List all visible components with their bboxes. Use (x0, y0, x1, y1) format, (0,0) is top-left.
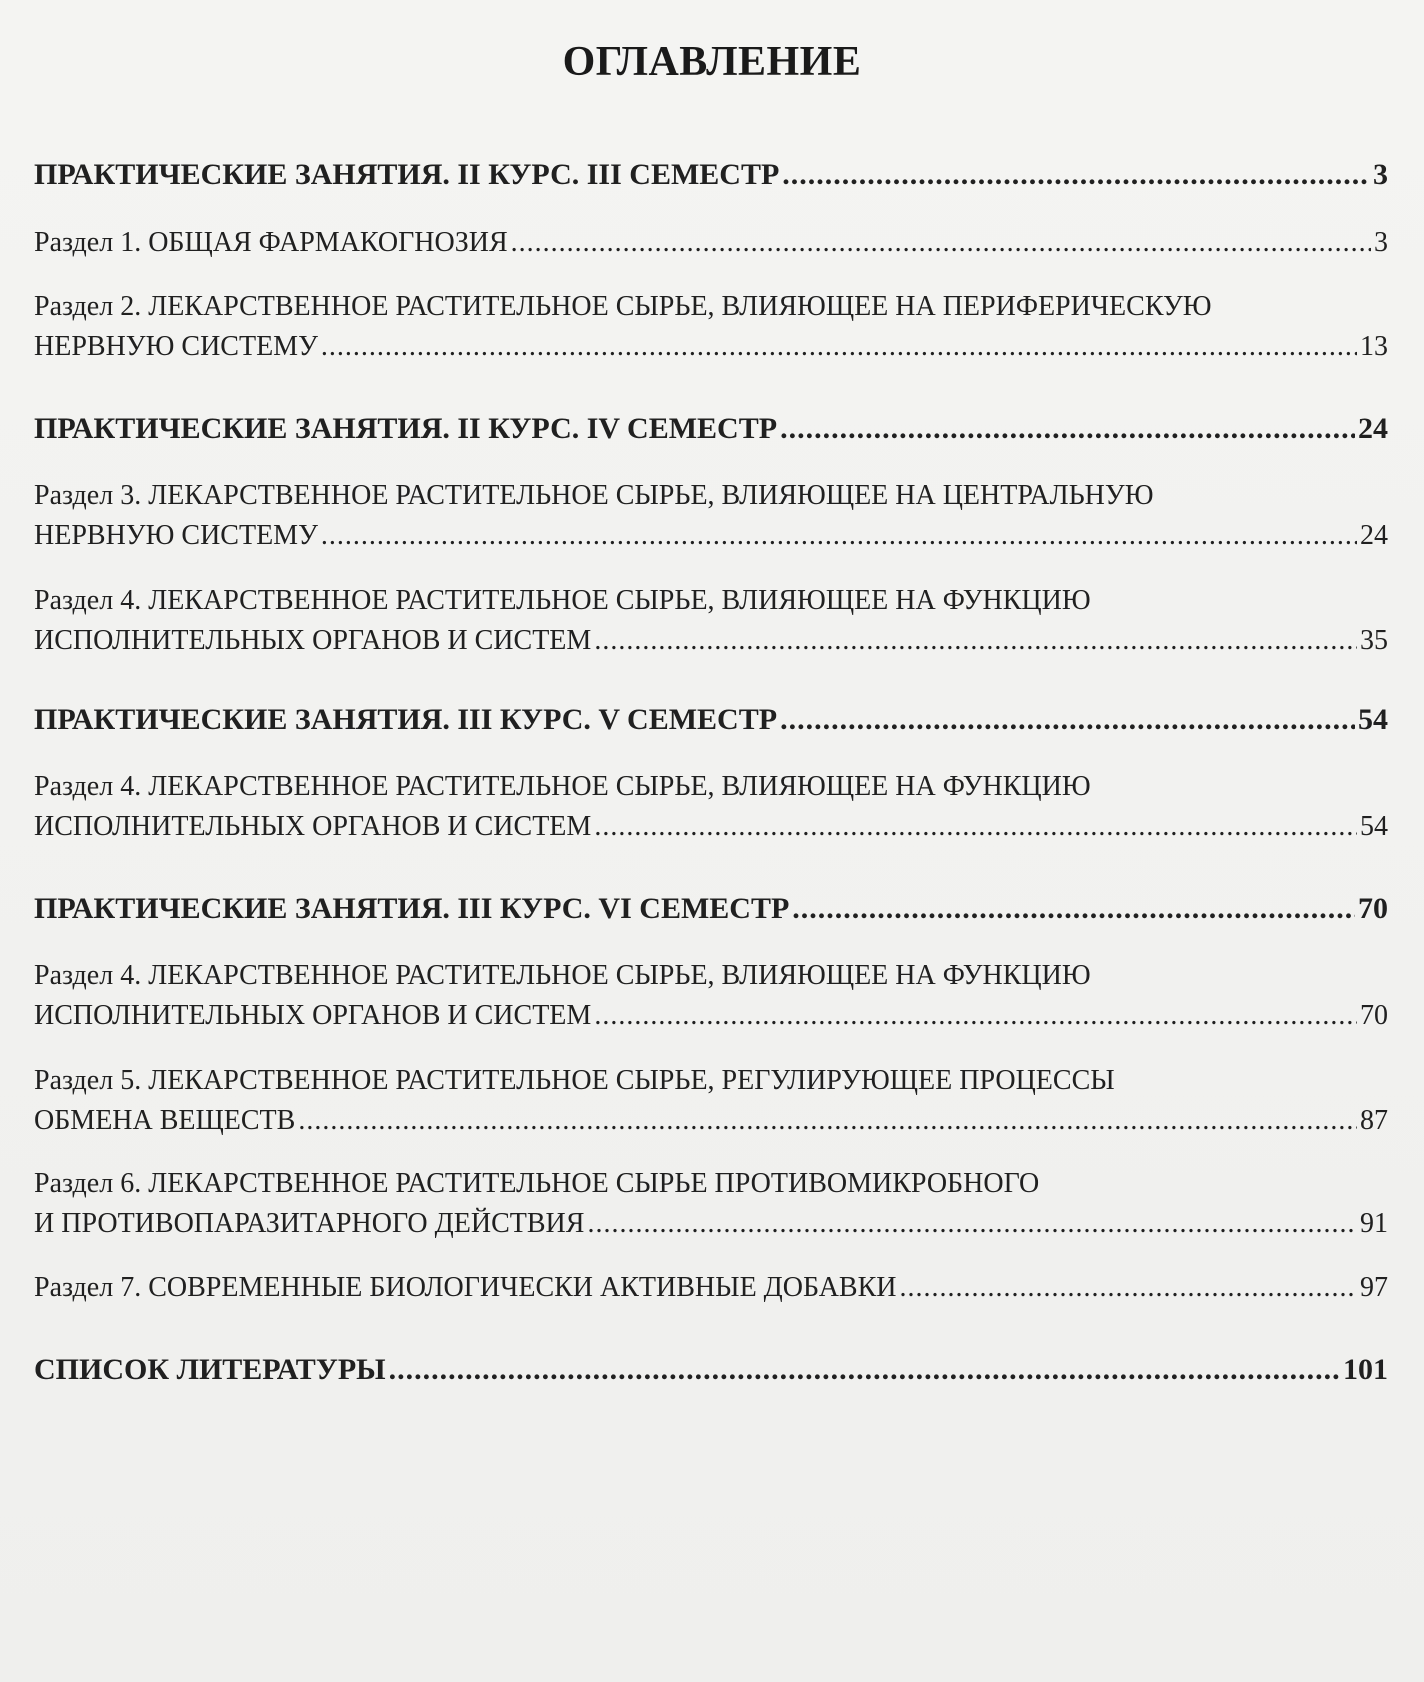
toc-entry-text: Раздел 4. ЛЕКАРСТВЕННОЕ РАСТИТЕЛЬНОЕ СЫРЬЕ, ВЛИЯЮЩЕЕ НА ФУНКЦИЮ (34, 960, 1091, 991)
toc-entry-text: Раздел 3. ЛЕКАРСТВЕННОЕ РАСТИТЕЛЬНОЕ СЫРЬЕ, ВЛИЯЮЩЕЕ НА ЦЕНТРАЛЬНУЮ (34, 480, 1154, 511)
toc-entry-text: Раздел 1. ОБЩАЯ ФАРМАКОГНОЗИЯ (34, 227, 508, 258)
dot-leader (594, 807, 1357, 847)
page-number: 101 (1343, 1353, 1388, 1386)
toc-entry-major[interactable] (34, 700, 1388, 740)
toc-entry-line (34, 996, 1388, 1036)
toc-entry-line (34, 223, 1388, 263)
page-number: 3 (1374, 227, 1388, 258)
dot-leader (594, 996, 1357, 1036)
dot-leader (594, 621, 1357, 661)
toc-entry-text: ПРАКТИЧЕСКИЕ ЗАНЯТИЯ. III КУРС. VI СЕМЕСТР (34, 892, 790, 925)
toc-entry-text: Раздел 4. ЛЕКАРСТВЕННОЕ РАСТИТЕЛЬНОЕ СЫРЬЕ, ВЛИЯЮЩЕЕ НА ФУНКЦИЮ (34, 585, 1091, 616)
dot-leader (511, 223, 1371, 263)
dot-leader (298, 1101, 1357, 1141)
toc-entry-line (34, 409, 1388, 449)
toc-entry-line (34, 155, 1388, 195)
toc-entry-line (34, 700, 1388, 740)
dot-leader (587, 1204, 1357, 1244)
toc-entry-line (34, 621, 1388, 661)
dot-leader (321, 516, 1357, 556)
toc-entry-text-continued: ОБМЕНА ВЕЩЕСТВ (34, 1105, 296, 1136)
dot-leader (321, 327, 1357, 367)
toc-entry-text: ПРАКТИЧЕСКИЕ ЗАНЯТИЯ. III КУРС. V СЕМЕСТР (34, 703, 778, 736)
page-number: 97 (1360, 1272, 1388, 1303)
dot-leader (780, 700, 1355, 740)
page-number: 87 (1360, 1105, 1388, 1136)
toc-entry-major[interactable] (34, 889, 1388, 929)
toc-entry-line (34, 1101, 1388, 1141)
dot-leader (782, 155, 1370, 195)
toc-entry-section[interactable] (34, 1268, 1388, 1308)
toc-entry-line (34, 807, 1388, 847)
toc-entry-text: Раздел 5. ЛЕКАРСТВЕННОЕ РАСТИТЕЛЬНОЕ СЫРЬЕ, РЕГУЛИРУЮЩЕЕ ПРОЦЕССЫ (34, 1065, 1115, 1096)
toc-entry-section[interactable] (34, 223, 1388, 263)
dot-leader (792, 889, 1355, 929)
page-number: 54 (1360, 811, 1388, 842)
toc-entry-section[interactable] (34, 767, 1388, 847)
toc-entry-section[interactable] (34, 956, 1388, 1036)
page-number: 54 (1358, 703, 1388, 736)
toc-entry-line (34, 889, 1388, 929)
toc-entry-text-continued: ИСПОЛНИТЕЛЬНЫХ ОРГАНОВ И СИСТЕМ (34, 1000, 592, 1031)
page-number: 24 (1358, 412, 1388, 445)
page-number: 70 (1360, 1000, 1388, 1031)
toc-entry-section[interactable] (34, 1061, 1388, 1141)
toc-entry-text: Раздел 2. ЛЕКАРСТВЕННОЕ РАСТИТЕЛЬНОЕ СЫРЬЕ, ВЛИЯЮЩЕЕ НА ПЕРИФЕРИЧЕСКУЮ (34, 291, 1212, 322)
page-number: 70 (1358, 892, 1388, 925)
page-title: ОГЛАВЛЕНИЕ (562, 39, 862, 85)
page-number: 24 (1360, 520, 1388, 551)
toc-entry-line (34, 516, 1388, 556)
toc-entry-section[interactable] (34, 581, 1388, 661)
toc-entry-text: ПРАКТИЧЕСКИЕ ЗАНЯТИЯ. II КУРС. III СЕМЕСТР (34, 158, 780, 191)
toc-entry-line (34, 1350, 1388, 1390)
toc-entry-line (34, 327, 1388, 367)
toc-entry-section[interactable] (34, 476, 1388, 556)
dot-leader (900, 1268, 1358, 1308)
toc-entry-line (34, 1204, 1388, 1244)
toc-entry-major[interactable] (34, 409, 1388, 449)
toc-entry-major[interactable] (34, 1350, 1388, 1390)
dot-leader (780, 409, 1355, 449)
toc-entry-text-continued: НЕРВНУЮ СИСТЕМУ (34, 331, 318, 362)
toc-entry-text-continued: НЕРВНУЮ СИСТЕМУ (34, 520, 318, 551)
toc-entry-text-continued: И ПРОТИВОПАРАЗИТАРНОГО ДЕЙСТВИЯ (34, 1208, 585, 1239)
toc-entry-section[interactable] (34, 1164, 1388, 1244)
toc-entry-text-continued: ИСПОЛНИТЕЛЬНЫХ ОРГАНОВ И СИСТЕМ (34, 625, 592, 656)
dot-leader (389, 1350, 1340, 1390)
toc-entry-text-continued: ИСПОЛНИТЕЛЬНЫХ ОРГАНОВ И СИСТЕМ (34, 811, 592, 842)
toc-entry-section[interactable] (34, 287, 1388, 367)
toc-entry-text: ПРАКТИЧЕСКИЕ ЗАНЯТИЯ. II КУРС. IV СЕМЕСТР (34, 412, 778, 445)
page-number: 13 (1360, 331, 1388, 362)
page-number: 91 (1360, 1208, 1388, 1239)
toc-entry-line (34, 1268, 1388, 1308)
page-number: 3 (1373, 158, 1388, 191)
toc-entry-text: Раздел 4. ЛЕКАРСТВЕННОЕ РАСТИТЕЛЬНОЕ СЫРЬЕ, ВЛИЯЮЩЕЕ НА ФУНКЦИЮ (34, 771, 1091, 802)
page-number: 35 (1360, 625, 1388, 656)
toc-entry-text: Раздел 6. ЛЕКАРСТВЕННОЕ РАСТИТЕЛЬНОЕ СЫРЬЕ ПРОТИВОМИКРОБНОГО (34, 1168, 1040, 1199)
toc-entry-text: СПИСОК ЛИТЕРАТУРЫ (34, 1353, 386, 1386)
toc-entry-major[interactable] (34, 155, 1388, 195)
toc-entry-text: Раздел 7. СОВРЕМЕННЫЕ БИОЛОГИЧЕСКИ АКТИВНЫЕ ДОБАВКИ (34, 1272, 897, 1303)
